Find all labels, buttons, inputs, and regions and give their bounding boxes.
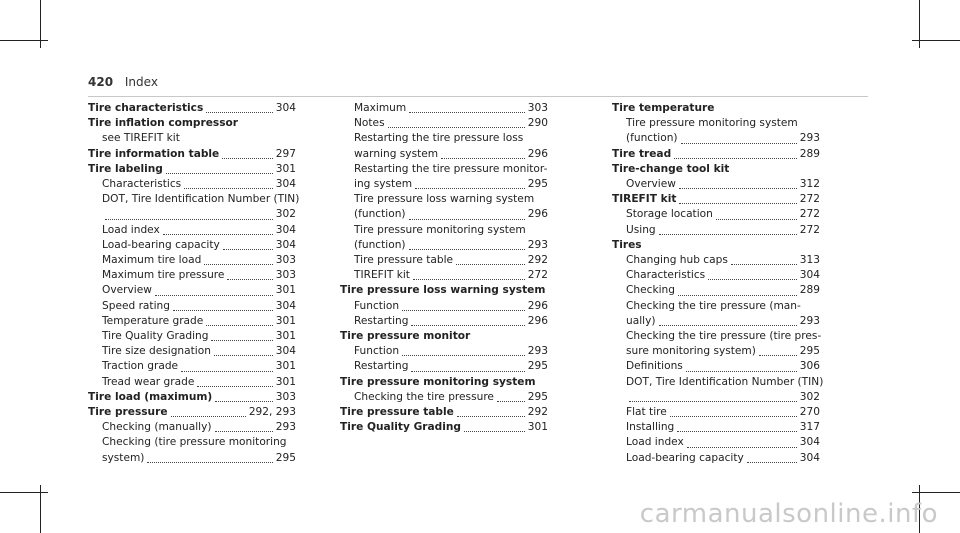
page-reference[interactable]: 301: [275, 330, 296, 343]
index-entry: [612, 329, 820, 344]
entry-text: Storage location: [626, 208, 713, 221]
entry-text: Traction grade: [102, 360, 179, 373]
index-entry: [88, 238, 296, 253]
index-entry: [88, 359, 296, 374]
page-reference[interactable]: 295: [527, 178, 548, 191]
crop-mark: [912, 40, 960, 41]
entry-text: Load-bearing capacity: [102, 238, 220, 251]
index-entry: [340, 101, 548, 116]
index-entry: [88, 283, 296, 298]
entry-text: Tire information table: [88, 147, 220, 160]
index-heading: [340, 329, 548, 344]
index-heading: [612, 101, 820, 116]
page-reference[interactable]: 272: [799, 193, 820, 206]
page-reference[interactable]: 293: [799, 314, 820, 327]
index-heading: [612, 192, 820, 207]
page-reference[interactable]: 296: [527, 147, 548, 160]
index-entry: [612, 314, 820, 329]
page-reference[interactable]: 292: [527, 254, 548, 267]
index-entry: [340, 268, 548, 283]
dot-leader: [456, 263, 525, 265]
index-entry: [612, 375, 824, 390]
page-reference[interactable]: 302: [799, 390, 820, 403]
entry-text: Temperature grade: [102, 314, 204, 327]
page-reference[interactable]: 295: [527, 390, 548, 403]
index-entry: [612, 451, 820, 466]
entry-text: Flat tire: [626, 406, 667, 419]
entry-text: Overview: [626, 178, 676, 191]
entry-text: Restarting the tire pressure loss: [354, 132, 524, 145]
dot-leader: [464, 430, 525, 432]
entry-text: Tire Quality Grading: [102, 330, 209, 343]
dot-leader: [674, 157, 797, 159]
dot-leader: [181, 370, 273, 372]
entry-text: Load index: [102, 223, 160, 236]
dot-leader: [402, 354, 525, 356]
dot-leader: [222, 157, 273, 159]
page-reference[interactable]: 304: [275, 102, 296, 114]
index-entry: [340, 299, 548, 314]
page-title: Index: [124, 75, 158, 89]
page-reference[interactable]: 272: [799, 223, 820, 236]
index-entry: [612, 268, 820, 283]
index-entry: [612, 405, 820, 420]
entry-text: Checking the tire pressure: [354, 390, 494, 403]
index-entry: [612, 283, 820, 298]
crop-mark: [0, 40, 48, 41]
entry-text: Tire pressure monitoring system: [354, 223, 526, 236]
entry-text: Function: [354, 345, 400, 358]
dot-leader: [747, 461, 797, 463]
dot-leader: [166, 172, 273, 174]
index-heading: [88, 390, 296, 405]
dot-leader: [659, 324, 797, 326]
entry-text: Overview: [102, 284, 152, 297]
index-entry: [340, 344, 548, 359]
page-reference[interactable]: 297: [275, 147, 296, 160]
entry-text: (function): [626, 132, 678, 145]
dot-leader: [155, 294, 273, 296]
index-entry: [340, 238, 548, 253]
page-reference[interactable]: 290: [527, 117, 548, 130]
entry-text: Changing hub caps: [626, 254, 728, 267]
page-reference[interactable]: 301: [275, 162, 296, 175]
entry-text: Tire pressure monitoring system: [340, 375, 536, 388]
entry-text: Restarting: [354, 360, 409, 373]
index-entry: [340, 390, 548, 405]
index-column-1: [88, 101, 300, 466]
page-reference[interactable]: 301: [527, 421, 548, 434]
index-entry: [88, 268, 296, 283]
dot-leader: [206, 111, 272, 113]
page-reference[interactable]: 304: [799, 451, 820, 464]
page-reference[interactable]: 289: [799, 284, 820, 297]
index-entry: [340, 223, 548, 238]
page-reference[interactable]: 296: [527, 208, 548, 221]
page-reference[interactable]: 293: [527, 345, 548, 358]
entry-text: (function): [354, 208, 406, 221]
page-reference[interactable]: 301: [275, 360, 296, 373]
index-entry: [88, 375, 296, 390]
entry-text: DOT, Tire Identification Number (TIN): [102, 193, 300, 206]
dot-leader: [214, 354, 273, 356]
page-reference[interactable]: 296: [527, 314, 548, 327]
page-reference[interactable]: 304: [799, 269, 820, 282]
entry-text: Checking: [626, 284, 675, 297]
entry-text: Checking the tire pressure (tire pres-: [626, 330, 822, 343]
page-reference[interactable]: 289: [799, 147, 820, 160]
index-entry: [88, 435, 296, 450]
page-reference[interactable]: 304: [275, 178, 296, 191]
page-reference[interactable]: 302: [275, 208, 296, 221]
dot-leader: [227, 278, 272, 280]
index-entry: [88, 451, 296, 466]
index-heading: [612, 147, 820, 162]
dot-leader: [708, 278, 797, 280]
page-reference[interactable]: 313: [799, 254, 820, 267]
dot-leader: [687, 446, 797, 448]
index-entry: [612, 359, 820, 374]
page-reference[interactable]: 293: [275, 421, 296, 434]
entry-text: Tire inflation compressor: [88, 117, 239, 130]
entry-text: Tire-change tool kit: [612, 162, 730, 175]
dot-leader: [211, 339, 272, 341]
page-reference[interactable]: 272: [527, 269, 548, 282]
entry-text: Tire size designation: [102, 345, 211, 358]
entry-text: system): [102, 451, 145, 464]
page-reference[interactable]: 304: [799, 436, 820, 449]
dot-leader: [388, 126, 525, 128]
index-heading: [88, 101, 296, 116]
entry-text: warning system: [354, 147, 439, 160]
page-reference[interactable]: 272: [799, 208, 820, 221]
dot-leader: [171, 415, 246, 417]
dot-leader: [457, 415, 525, 417]
watermark: carmanualsonline.info: [639, 499, 938, 529]
index-entry: [88, 223, 296, 238]
index-entry: [612, 223, 820, 238]
entry-text: Checking (tire pressure monitoring: [102, 436, 287, 449]
entry-text: Tire tread: [612, 147, 672, 160]
dot-leader: [497, 400, 525, 402]
dot-leader: [413, 278, 525, 280]
dot-leader: [223, 248, 273, 250]
page-header: [88, 75, 158, 89]
entry-text: (function): [354, 238, 406, 251]
entry-text: Using: [626, 223, 656, 236]
index-entry: [340, 177, 548, 192]
index-entry: [612, 344, 820, 359]
index-entry: [612, 390, 820, 405]
page-reference[interactable]: 304: [275, 299, 296, 312]
page-reference[interactable]: 304: [275, 223, 296, 236]
index-heading: [340, 405, 548, 420]
dot-leader: [197, 385, 272, 387]
entry-text: Speed rating: [102, 299, 170, 312]
entry-text: Tire Quality Grading: [340, 421, 461, 434]
index-heading: [612, 238, 820, 253]
index-entry: [612, 435, 820, 450]
index-entry: [340, 359, 548, 374]
index-heading: [88, 405, 296, 420]
entry-text: Tire pressure: [88, 406, 168, 419]
entry-text: Tire labeling: [88, 162, 163, 175]
index-entry: [88, 177, 296, 192]
page-reference[interactable]: 296: [527, 299, 548, 312]
dot-leader: [147, 461, 272, 463]
entry-text: Load-bearing capacity: [626, 451, 744, 464]
entry-text: Notes: [354, 117, 385, 130]
index-heading: [612, 162, 820, 177]
entry-text: Function: [354, 299, 400, 312]
index-entry: [340, 314, 548, 329]
dot-leader: [679, 187, 797, 189]
page-reference[interactable]: 295: [275, 451, 296, 464]
index-column-2: [340, 101, 548, 435]
page-reference[interactable]: 303: [527, 102, 548, 114]
entry-text: Checking (manually): [102, 421, 212, 434]
page-reference[interactable]: 301: [275, 314, 296, 327]
entry-text: Characteristics: [626, 269, 706, 282]
dot-leader: [409, 248, 525, 250]
index-entry: [88, 299, 296, 314]
index-entry: [612, 420, 820, 435]
entry-text: Tire pressure monitoring system: [626, 117, 798, 130]
entry-text: see TIREFIT kit: [102, 132, 180, 145]
index-entry: [88, 314, 296, 329]
dot-leader: [415, 187, 525, 189]
page-reference[interactable]: 304: [275, 238, 296, 251]
page-reference[interactable]: 303: [275, 390, 296, 403]
dot-leader: [678, 294, 797, 296]
index-entry: [340, 147, 548, 162]
dot-leader: [441, 157, 525, 159]
index-entry: [612, 299, 820, 314]
index-entry: [612, 177, 820, 192]
page-reference[interactable]: 306: [799, 360, 820, 373]
index-entry: [88, 131, 296, 146]
index-entry: [88, 192, 300, 207]
dot-leader: [411, 370, 524, 372]
index-heading: [88, 116, 296, 131]
index-entry: [88, 420, 296, 435]
page-reference[interactable]: 270: [799, 406, 820, 419]
entry-text: Load index: [626, 436, 684, 449]
entry-text: Tire pressure loss warning system: [354, 193, 535, 206]
dot-leader: [659, 233, 797, 235]
index-heading: [340, 420, 548, 435]
page-reference[interactable]: 295: [799, 345, 820, 358]
index-entry: [88, 329, 296, 344]
entry-text: sure monitoring system): [626, 345, 756, 358]
dot-leader: [681, 142, 797, 144]
entry-text: Restarting: [354, 314, 409, 327]
index-entry: [612, 116, 820, 131]
page-reference[interactable]: 301: [275, 284, 296, 297]
page-reference[interactable]: 317: [799, 421, 820, 434]
dot-leader: [204, 263, 272, 265]
page-reference[interactable]: 292, 293: [248, 406, 296, 419]
dot-leader: [409, 111, 525, 113]
entry-text: Tire temperature: [612, 102, 715, 114]
page-reference[interactable]: 303: [275, 254, 296, 267]
page-reference[interactable]: 295: [527, 360, 548, 373]
dot-leader: [215, 430, 273, 432]
entry-text: Tire pressure table: [340, 406, 454, 419]
dot-leader: [731, 263, 797, 265]
entry-text: Checking the tire pressure (man-: [626, 299, 801, 312]
entry-text: Tread wear grade: [102, 375, 195, 388]
index-entry: [340, 253, 548, 268]
entry-text: Maximum: [354, 102, 407, 114]
dot-leader: [402, 309, 525, 311]
page-reference[interactable]: 312: [799, 178, 820, 191]
index-entry: [340, 131, 548, 146]
dot-leader: [759, 354, 797, 356]
index-column-3: [612, 101, 824, 466]
entry-text: ing system: [354, 178, 413, 191]
dot-leader: [184, 187, 273, 189]
entry-text: Tire pressure monitor: [340, 330, 471, 343]
page-reference[interactable]: 304: [275, 345, 296, 358]
index-entry: [340, 192, 548, 207]
dot-leader: [215, 400, 273, 402]
entry-text: Tire pressure loss warning system: [340, 284, 546, 297]
entry-text: TIREFIT kit: [354, 269, 410, 282]
dot-leader: [206, 324, 272, 326]
dot-leader: [716, 218, 797, 220]
index-heading: [340, 375, 548, 390]
index-heading: [88, 162, 296, 177]
dot-leader: [679, 202, 796, 204]
page-reference[interactable]: 293: [799, 132, 820, 145]
entry-text: Restarting the tire pressure monitor-: [354, 162, 548, 175]
dot-leader: [629, 400, 797, 402]
dot-leader: [409, 218, 525, 220]
entry-text: Maximum tire load: [102, 254, 202, 267]
dot-leader: [173, 309, 273, 311]
dot-leader: [105, 218, 273, 220]
entry-text: Tire pressure table: [354, 254, 454, 267]
page-reference[interactable]: 301: [275, 375, 296, 388]
entry-text: Definitions: [626, 360, 683, 373]
index-entry: [88, 207, 296, 222]
page-reference[interactable]: 292: [527, 406, 548, 419]
dot-leader: [686, 370, 797, 372]
page-number: 420: [88, 75, 114, 89]
header-divider: [88, 96, 868, 97]
entry-text: Maximum tire pressure: [102, 269, 225, 282]
entry-text: Tires: [612, 238, 642, 251]
index-heading: [340, 283, 548, 298]
entry-text: Tire load (maximum): [88, 390, 213, 403]
dot-leader: [163, 233, 273, 235]
entry-text: TIREFIT kit: [612, 193, 677, 206]
entry-text: Characteristics: [102, 178, 182, 191]
index-entry: [612, 207, 820, 222]
page-reference[interactable]: 303: [275, 269, 296, 282]
index-entry: [88, 253, 296, 268]
index-entry: [340, 162, 548, 177]
page-reference[interactable]: 293: [527, 238, 548, 251]
index-entry: [340, 207, 548, 222]
entry-text: Tire characteristics: [88, 102, 204, 114]
dot-leader: [677, 430, 796, 432]
entry-text: Installing: [626, 421, 675, 434]
entry-text: ually): [626, 314, 656, 327]
index-entry: [612, 131, 820, 146]
entry-text: DOT, Tire Identification Number (TIN): [626, 375, 824, 388]
crop-mark: [0, 492, 48, 493]
index-heading: [88, 147, 296, 162]
crop-mark: [912, 492, 960, 493]
index-entry: [340, 116, 548, 131]
index-entry: [612, 253, 820, 268]
index-entry: [88, 344, 296, 359]
dot-leader: [670, 415, 797, 417]
dot-leader: [411, 324, 524, 326]
